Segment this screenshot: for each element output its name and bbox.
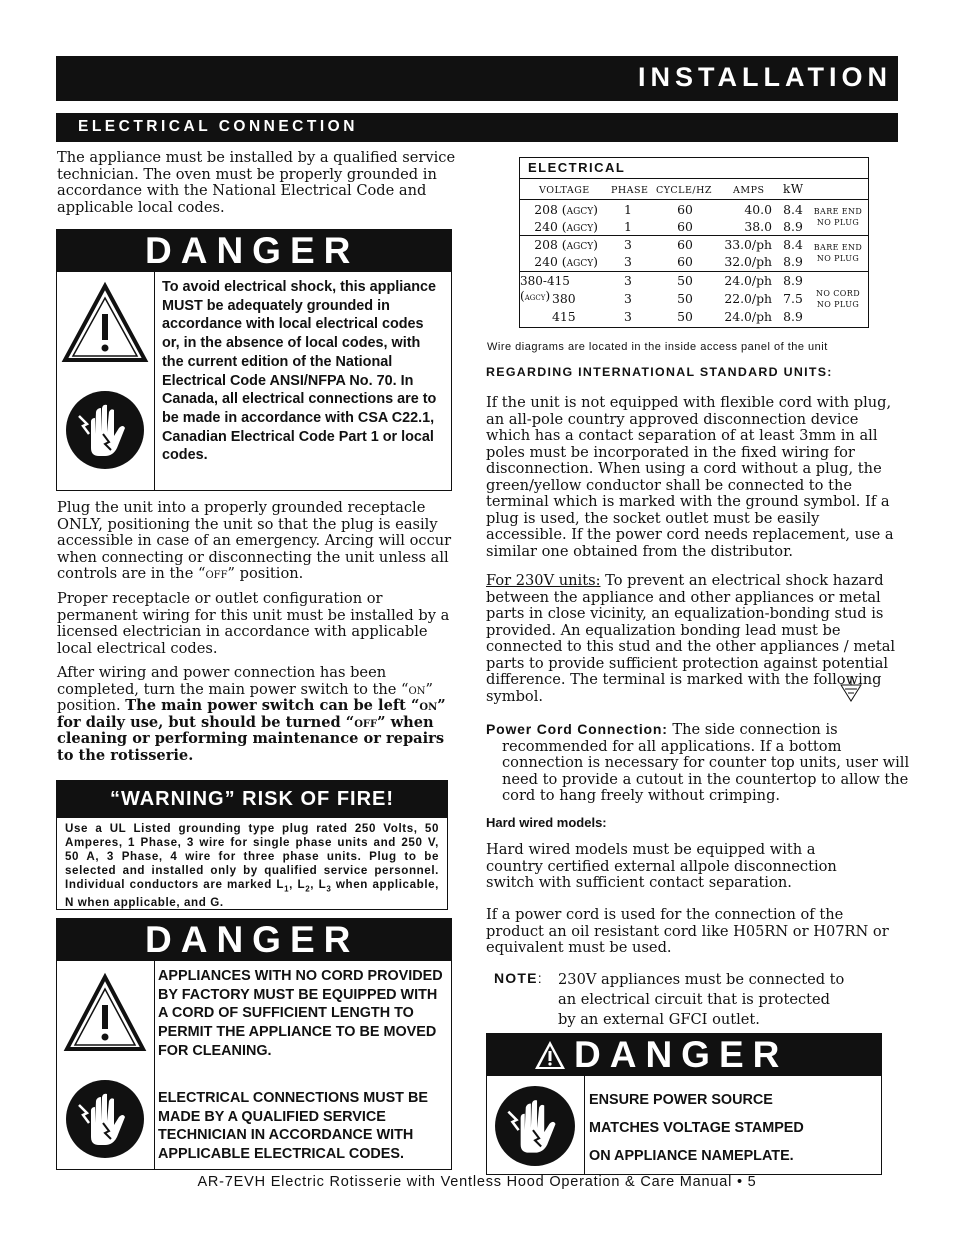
table-cell-phase: 3: [624, 237, 632, 252]
section-title: ELECTRICAL CONNECTION: [78, 118, 358, 135]
table-cell-amps: 38.0: [744, 219, 772, 234]
table-cell-voltage: 208 (agcy): [534, 237, 598, 252]
table-cell-kw: 8.9: [783, 273, 803, 288]
table-cell-cycle: 50: [677, 291, 693, 306]
danger-2-text-2: ELECTRICAL CONNECTIONS MUST BE MADE BY A QUALIFIED SERVICE TECHNICIAN IN ACCORDANCE WITH APPLICABLE ELECTRICAL CODES.: [158, 1090, 428, 1163]
table-cell-phase: 3: [624, 291, 632, 306]
table-cell-kw: 8.4: [783, 237, 803, 252]
table-cell-voltage: 240 (agcy): [534, 254, 598, 269]
warning-icons: [57, 961, 155, 1169]
intl-paragraph: If the unit is not equipped with flexible cord with plug, an all-pole country approved disconnection device which has a contact separation of at least 3mm in all poles must be incorporated in the fixed wiring for disconnection. When using a cord without a plug, the green/yellow conductor shall be connected to the terminal which is marked with the ground symbol. If a plug is used, the socket outlet must be easily accessible. If the power cord needs replacement, use a similar one obtained from the distributor.: [486, 394, 894, 560]
danger-box-3: [486, 1033, 882, 1175]
intl-heading: REGARDING INTERNATIONAL STANDARD UNITS:: [486, 365, 833, 379]
shock-hazard-icon: [65, 1079, 145, 1159]
table-cell-cycle: 60: [677, 237, 693, 252]
warning-text: Use a UL Listed grounding type plug rated 250 Volts, 50 Amperes, 1 Phase, 3 wire for single phase units and 250 V, 50 A, 3 Phase, 4 wire for three phase units. Plug to be selected and installed only by qualified service personnel. Individual conductors are marked $L_1$, $L_2$, $L_3$ when applicable, N when applicable, and G.: [65, 822, 440, 910]
section-banner: [56, 113, 898, 142]
table-cell-kw: 8.9: [783, 254, 803, 269]
warning-title: “WARNING” RISK OF FIRE!: [57, 781, 447, 818]
table-cell-kw: 7.5: [783, 291, 803, 306]
power-switch-paragraph: After wiring and power connection has been completed, turn the main power switch to the “on” position. The main power switch can be left “on” for daily use, but should be turned “off” when cleaning or performing maintenance or repairs to the rotisserie.: [57, 664, 446, 764]
danger-title: DANGER: [57, 919, 451, 961]
table-cell-amps: 33.0/ph: [724, 237, 772, 252]
plug-paragraph: Plug the unit into a properly grounded receptacle ONLY, positioning the unit so that the plug is easily accessible in case of an emergency. Arcing will occur when connecting or disconnecting the unit unless all controls are in the “off” position.: [57, 499, 452, 582]
table-cell-voltage: 208 (agcy): [534, 202, 598, 217]
intro-paragraph: The appliance must be installed by a qualified service technician. The oven must be properly grounded in accordance with the National Electrical Code and applicable local codes.: [57, 149, 456, 216]
warning-icons: [57, 272, 155, 490]
table-cell-kw: 8.9: [783, 309, 803, 324]
table-title: ELECTRICAL: [528, 160, 626, 175]
fire-warning-box: [56, 780, 448, 910]
equipotential-symbol-icon: [838, 674, 864, 704]
note-text: 230V appliances must be connected to an electrical circuit that is protected by an external GFCI outlet.: [558, 971, 845, 1028]
table-cell-amps: 32.0/ph: [724, 254, 772, 269]
page-title: INSTALLATION: [638, 62, 892, 92]
danger-1-text: To avoid electrical shock, this appliance MUST be adequately grounded in accordance with local electrical codes or, in the absence of local codes, with the current edition of the National Electrical Code ANSI/NFPA No. 70. In Canada, all electrical connections are to be made in accordance with CSA C22.1, Canadian Electrical Code Part 1 or local codes.: [162, 279, 437, 464]
warning-icons: [487, 1076, 585, 1174]
receptacle-paragraph: Proper receptacle or outlet configuration or permanent wiring for this unit must be installed by a licensed electrician in accordance with applicable local electrical codes.: [57, 590, 450, 657]
table-cell-amps: 24.0/ph: [724, 273, 772, 288]
table-cell-cycle: 50: [677, 273, 693, 288]
table-cell-phase: 1: [624, 219, 632, 234]
power-cord-type-paragraph: If a power cord is used for the connection of the product an oil resistant cord like H05RN or H07RN or equivalent must be used.: [486, 906, 889, 956]
table-cell-cycle: 60: [677, 254, 693, 269]
power-cord-paragraph: Power Cord Connection: The side connection is recommended for all applications. If a bottom connection is necessary for counter top units, user will need to provide a cutout in the countertop to allow the cord to hang freely without crimping.: [486, 721, 910, 804]
danger-header: [487, 1034, 881, 1076]
col-header: AMPS: [733, 185, 765, 196]
page-footer: AR-7EVH Electric Rotisserie with Ventless Hood Operation & Care Manual • 5: [197, 1174, 757, 1190]
warning-triangle-icon: [533, 1039, 567, 1071]
table-cell-amps: 40.0: [744, 202, 772, 217]
table-cell-cycle: 60: [677, 219, 693, 234]
table-cell-kw: 8.4: [783, 202, 803, 217]
table-cell-phase: 3: [624, 254, 632, 269]
danger-box-1: [56, 229, 452, 491]
table-cell-phase: 1: [624, 202, 632, 217]
table-cell-amps: 24.0/ph: [724, 309, 772, 324]
danger-box-2: [56, 918, 452, 1170]
hardwired-paragraph: Hard wired models must be equipped with a country certified external allpole disconnection switch with sufficient contact separation.: [486, 841, 837, 891]
group-note: BARE END NO PLUG: [813, 207, 863, 227]
table-cell-voltage: 380-415 (agcy): [520, 274, 570, 303]
table-cell-voltage: 380: [552, 291, 576, 306]
danger-title: DANGER: [57, 230, 451, 272]
table-cell-phase: 3: [624, 309, 632, 324]
table-cell-amps: 22.0/ph: [724, 291, 772, 306]
electrical-table: [519, 157, 869, 328]
table-cell-phase: 3: [624, 273, 632, 288]
group-note: BARE END NO PLUG: [813, 243, 863, 263]
table-cell-voltage: 415: [552, 309, 576, 324]
table-cell-cycle: 60: [677, 202, 693, 217]
col-header: PHASE: [611, 185, 649, 196]
group-note: NO CORD NO PLUG: [815, 289, 861, 309]
col-header: CYCLE/HZ: [656, 185, 712, 196]
note-label: NOTE:: [494, 970, 543, 986]
danger-title: DANGER: [574, 1034, 789, 1075]
table-cell-cycle: 50: [677, 309, 693, 324]
col-header: kW: [783, 182, 804, 196]
col-header: VOLTAGE: [539, 185, 590, 196]
shock-hazard-icon: [494, 1085, 576, 1167]
shock-hazard-icon: [65, 390, 145, 470]
table-cell-kw: 8.9: [783, 219, 803, 234]
hardwired-heading: Hard wired models:: [486, 815, 607, 830]
230v-paragraph: For 230V units: To prevent an electrical shock hazard between the appliance and other appliances or metal parts in close vicinity, an equalization-bonding stud is provided. An equalization bonding lead must be connected to this stud and the other appliances / metal parts to provide sufficient protection against potential difference. The terminal is marked with the following symbol.: [486, 572, 896, 705]
header-banner: [56, 56, 898, 101]
danger-3-text: ENSURE POWER SOURCE MATCHES VOLTAGE STAMPED ON APPLIANCE NAMEPLATE.: [589, 1092, 804, 1164]
danger-2-text-1: APPLIANCES WITH NO CORD PROVIDED BY FACTORY MUST BE EQUIPPED WITH A CORD OF SUFFICIENT LENGTH TO PERMIT THE APPLIANCE TO BE MOVED FOR CLEANING.: [158, 968, 443, 1059]
table-caption: Wire diagrams are located in the inside access panel of the unit: [487, 341, 828, 353]
table-cell-voltage: 240 (agcy): [534, 219, 598, 234]
